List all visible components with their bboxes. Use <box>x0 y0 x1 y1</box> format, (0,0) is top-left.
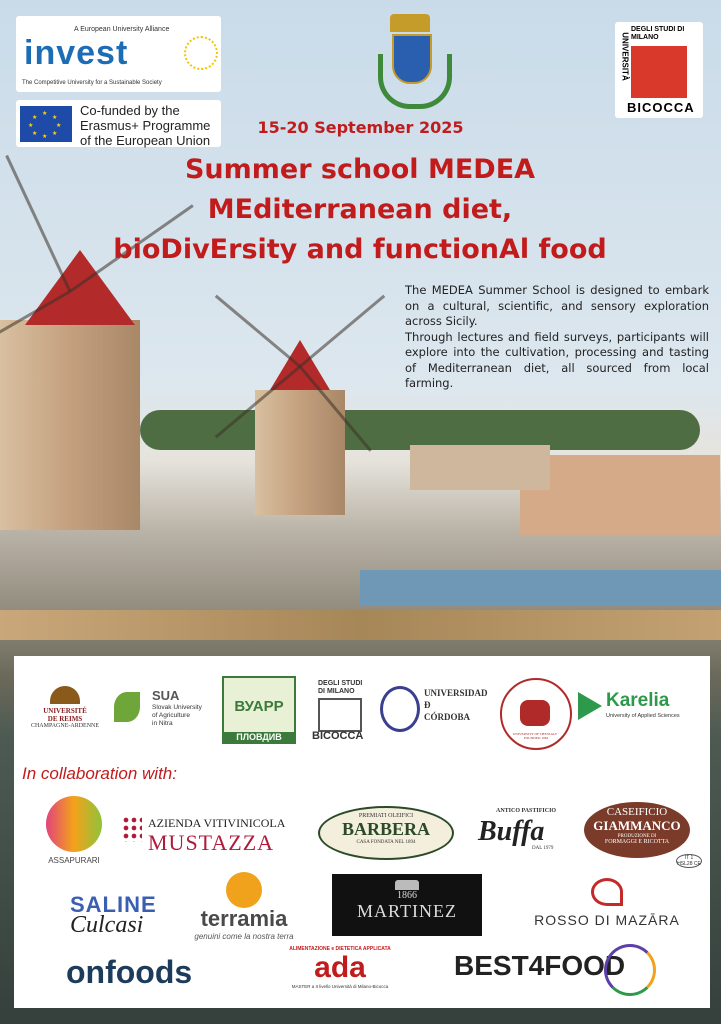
rosso-di-mazara-logo <box>522 878 692 928</box>
giammanco-logo <box>584 802 690 858</box>
karelia-mark-icon <box>578 692 602 720</box>
stars-icon <box>184 36 218 70</box>
saline-logo <box>70 892 170 939</box>
invest-logo <box>16 16 221 92</box>
martinez-crown-icon <box>395 880 419 890</box>
reims-emblem-icon <box>50 686 80 704</box>
bicocca-partner-mid: DI MILANO <box>318 688 355 695</box>
shrimp-icon <box>591 878 623 906</box>
leaf-icon <box>114 692 140 722</box>
invest-tagline-top: A European University Alliance <box>74 26 170 33</box>
giammanco-name: GIAMMANCO <box>593 818 681 833</box>
karelia-sub: University of Applied Sciences <box>606 713 680 719</box>
ada-name: ada <box>314 951 366 984</box>
reims-line: UNIVERSITÉ <box>43 707 87 715</box>
barbera-sub: CASA FONDATA NEL 1894 <box>356 840 416 845</box>
background-salt-wall <box>0 610 721 640</box>
barbera-top: PREMIATI OLEIFICI <box>358 813 414 819</box>
description-paragraph: Through lectures and field surveys, participants will explore into the cultivation, processing and tasting of Mediterranean diet, all sourced from local farming. <box>405 329 709 390</box>
sua-abbr: SUA <box>152 688 180 703</box>
partners-panel <box>14 656 710 1008</box>
plovdiv-logo <box>222 676 296 744</box>
erasmus-line: Erasmus+ Programme <box>80 118 211 133</box>
bicocca-partner-bottom: BICOCCA <box>312 730 364 742</box>
plovdiv-abbr: ВУАРР <box>234 698 284 715</box>
reims-line: DE REIMS <box>47 715 83 723</box>
sua-line: Slovak University <box>152 704 202 711</box>
terramia-logo <box>186 872 302 941</box>
erasmus-line: Co-funded by the <box>80 103 180 118</box>
cordoba-shield-icon <box>380 686 420 732</box>
background-house <box>520 455 720 535</box>
terramia-sub: genuini come la nostra terra <box>194 932 294 941</box>
karelia-name: Karelia <box>606 690 670 711</box>
event-dates: 15-20 September 2025 <box>257 118 464 137</box>
sua-line: in Nitra <box>152 720 173 727</box>
thessaly-ring-text: UNIVERSITY OF THESSALY · FOUNDED 1984 <box>512 732 560 740</box>
laurel-icon <box>378 54 452 109</box>
event-title <box>90 150 630 270</box>
title-line: MEditerranean diet, <box>207 194 513 225</box>
saline-bottom: Culcasi <box>70 912 144 938</box>
erasmus-line: of the European Union <box>80 133 211 148</box>
giammanco-sub2: FORMAGGI E RICOTTA <box>604 839 670 845</box>
rosso-name: ROSSO DI MAZĀRA <box>534 912 680 928</box>
bicocca-vertical-text: UNIVERSITÀ <box>620 32 630 81</box>
marsala-coat-of-arms <box>376 14 446 110</box>
best4food-name: BEST4FOOD <box>454 950 626 981</box>
bicocca-header-logo <box>615 22 703 118</box>
terramia-sun-icon <box>226 872 262 908</box>
ada-top: ALIMENTAZIONE e DIETETICA APPLICATA <box>289 946 391 952</box>
martinez-year: 1866 <box>397 890 417 901</box>
invest-wordmark: invest <box>24 34 129 72</box>
cordoba-line: CÓRDOBA <box>424 712 471 722</box>
giammanco-top: CASEIFICIO <box>606 806 668 818</box>
ada-sub: MASTER a II livello Università di Milano-Bicocca <box>291 984 389 989</box>
giammanco-sub1: PRODUZIONE DI <box>617 834 657 839</box>
mustazza-top: AZIENDA VITIVINICOLA <box>148 816 286 830</box>
windmill-left <box>0 320 140 530</box>
eu-flag-icon: ★ ★ ★ ★ ★ ★ ★ ★ <box>20 106 72 142</box>
plovdiv-city: ПЛОВДИВ <box>224 732 294 742</box>
collaboration-heading: In collaboration with: <box>22 764 177 783</box>
crown-icon <box>390 14 430 32</box>
description-paragraph: The MEDEA Summer School is designed to embark on a cultural, scientific, and sensory exploration across Sicily. <box>405 283 709 328</box>
assapurari-name: ASSAPURARI <box>48 856 100 865</box>
cordoba-line: Ð <box>424 700 431 710</box>
onfoods-logo: onfoods <box>66 954 193 990</box>
network-icon <box>604 944 656 996</box>
thessaly-logo <box>500 678 572 750</box>
reims-logo <box>20 686 110 729</box>
buffa-name: Buffa <box>478 816 545 847</box>
mustazza-name: MUSTAZZA <box>148 830 275 855</box>
bicocca-partner-emblem-icon <box>318 698 362 732</box>
assapurari-fork-icon <box>46 796 102 852</box>
buffa-sub: DAL 1979 <box>532 846 554 851</box>
title-line: bioDivErsity and functionAl food <box>113 234 607 265</box>
barbera-name: BARBERA <box>341 819 430 839</box>
best4food-logo <box>454 950 654 982</box>
barbera-logo <box>318 806 454 860</box>
title-line: Summer school MEDEA <box>184 154 536 185</box>
sua-line: of Agriculture <box>152 712 190 719</box>
windmill-right <box>255 390 345 515</box>
bicocca-bottom-text: BICOCCA <box>627 100 695 115</box>
invest-tagline-bottom: The Competitive University for a Sustainable Society <box>22 80 162 86</box>
terramia-name: terramia <box>200 906 288 931</box>
bicocca-top-text: DEGLI STUDI DI MILANO <box>631 26 685 41</box>
centaur-icon <box>520 700 550 726</box>
bicocca-partner-logo <box>304 680 370 742</box>
assapurari-logo <box>34 796 114 876</box>
grapes-icon <box>122 816 142 842</box>
martinez-logo <box>332 874 482 936</box>
background-house <box>410 445 550 490</box>
saline-top: SALINE <box>70 892 157 917</box>
giammanco-health-mark: IT 1 HSL28 CE <box>677 855 701 867</box>
buffa-top: ANTICO PASTIFICIO <box>496 808 557 814</box>
event-description <box>405 283 709 392</box>
cordoba-line: UNIVERSIDAD <box>424 688 488 698</box>
bicocca-emblem-icon <box>631 46 687 98</box>
martinez-name: MARTINEZ <box>357 901 457 921</box>
reims-line: CHAMPAGNE-ARDENNE <box>30 723 100 729</box>
bicocca-partner-top: DEGLI STUDI <box>318 680 363 687</box>
background-water <box>360 570 721 606</box>
ada-logo <box>280 946 400 989</box>
